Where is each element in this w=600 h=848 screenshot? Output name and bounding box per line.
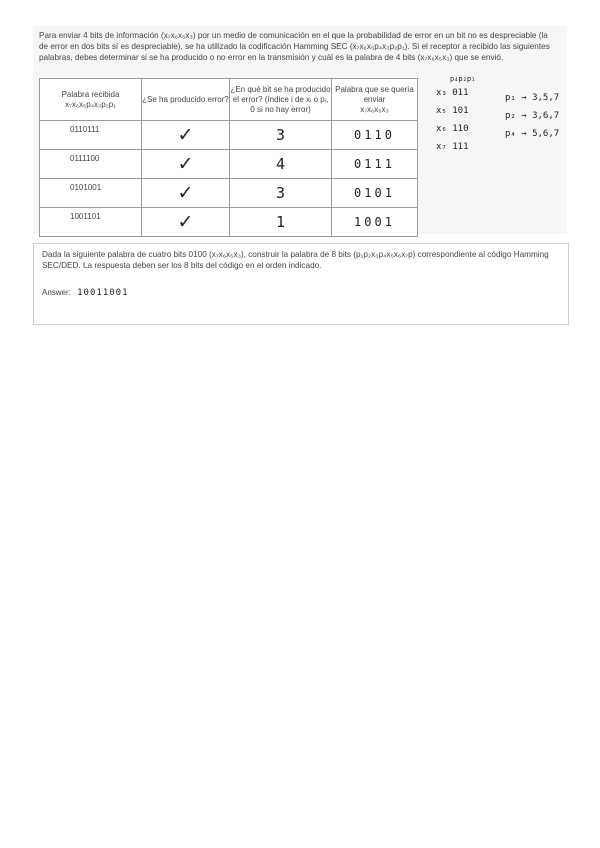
error-answer[interactable] xyxy=(142,150,230,179)
bit-value: 3 xyxy=(275,184,286,202)
bit-answer[interactable] xyxy=(230,179,332,208)
error-answer[interactable] xyxy=(142,208,230,237)
intended-answer[interactable] xyxy=(332,208,418,237)
bit-value: 3 xyxy=(275,126,286,144)
col-which-header: ¿En qué bit se ha producido el error? (índice i de xᵢ o pᵢ, 0 si no hay error) xyxy=(230,79,332,121)
question-2-text: Dada la siguiente palabra de cuatro bits 0100 (x₇x₆x₅x₃), construir la palabra de 8 bits (p₁p₂x₃p₄x₅x₆x₇p) correspondiente al código Hamming SEC/DED. La respuesta deben ser los 8 bits del código en el orden indicado. xyxy=(42,250,549,270)
intended-answer[interactable] xyxy=(332,179,418,208)
intended-value: 0110 xyxy=(354,128,395,142)
received-word: 0111100 xyxy=(40,150,142,179)
notes-parity-coverage xyxy=(505,89,559,143)
check-icon: ✓ xyxy=(177,124,194,146)
col-received-title: Palabra recibida xyxy=(61,89,120,99)
bit-value: 4 xyxy=(275,155,286,173)
notes-bit-positions xyxy=(436,84,469,156)
table-row xyxy=(40,121,418,150)
error-answer[interactable] xyxy=(142,179,230,208)
bit-answer[interactable] xyxy=(230,121,332,150)
check-icon: ✓ xyxy=(177,153,194,175)
intended-value: 1001 xyxy=(354,215,395,229)
col-intended-title: Palabra que se quería enviar xyxy=(335,84,414,104)
col-intended-sub: x₇x₆x₅x₃ xyxy=(360,104,389,114)
col-intended-header xyxy=(332,79,418,121)
note-line: x₅ 101 xyxy=(436,106,469,116)
col-error-header: ¿Se ha producido error? xyxy=(142,79,230,121)
table-row xyxy=(40,179,418,208)
table-row xyxy=(40,150,418,179)
note-line: p₁ → 3,5,7 xyxy=(505,93,560,103)
bit-value: 1 xyxy=(275,213,286,231)
question-2-panel xyxy=(33,243,569,325)
note-line: p₂ → 3,6,7 xyxy=(505,111,560,121)
intended-answer[interactable] xyxy=(332,150,418,179)
bit-answer[interactable] xyxy=(230,150,332,179)
intended-value: 0101 xyxy=(354,186,395,200)
note-line: x₇ 111 xyxy=(436,142,469,152)
intended-answer[interactable] xyxy=(332,121,418,150)
received-word: 0110111 xyxy=(40,121,142,150)
table-row xyxy=(40,208,418,237)
received-word: 1001101 xyxy=(40,208,142,237)
answer-row xyxy=(42,288,129,298)
notes-header: p₄p₂p₁ xyxy=(450,75,476,83)
intended-value: 0111 xyxy=(354,157,395,171)
col-received-header xyxy=(40,79,142,121)
note-line: p₄ → 5,6,7 xyxy=(505,129,560,139)
col-received-sub: x₇x₆x₅p₄x₃p₂p₁ xyxy=(65,99,116,109)
question-1-panel xyxy=(33,26,567,234)
note-line: x₆ 110 xyxy=(436,124,469,134)
error-answer[interactable] xyxy=(142,121,230,150)
note-line: x₃ 011 xyxy=(436,88,469,98)
check-icon: ✓ xyxy=(177,182,194,204)
received-word: 0101001 xyxy=(40,179,142,208)
answer-field[interactable]: 10011001 xyxy=(77,288,129,298)
bit-answer[interactable] xyxy=(230,208,332,237)
check-icon: ✓ xyxy=(177,211,194,233)
answer-table xyxy=(39,78,418,237)
question-1-text: Para enviar 4 bits de información (x₇x₆x₅x₃) por un medio de comunicación en el que la probabilidad de error en un bit no es despreciable (la de error en dos bits sí es despreciable), se ha utilizado la codificación Hamming SEC (x₇x₆x₅p₄x₃p₂p₁). Si el receptor a recibido las siguientes palabras, debes determinar si se ha producido o no error en la transmisión y cuál es la palabra de 4 bits (x₇x₆x₅x₃) que se envió. xyxy=(39,31,550,63)
answer-label: Answer: xyxy=(42,288,71,297)
